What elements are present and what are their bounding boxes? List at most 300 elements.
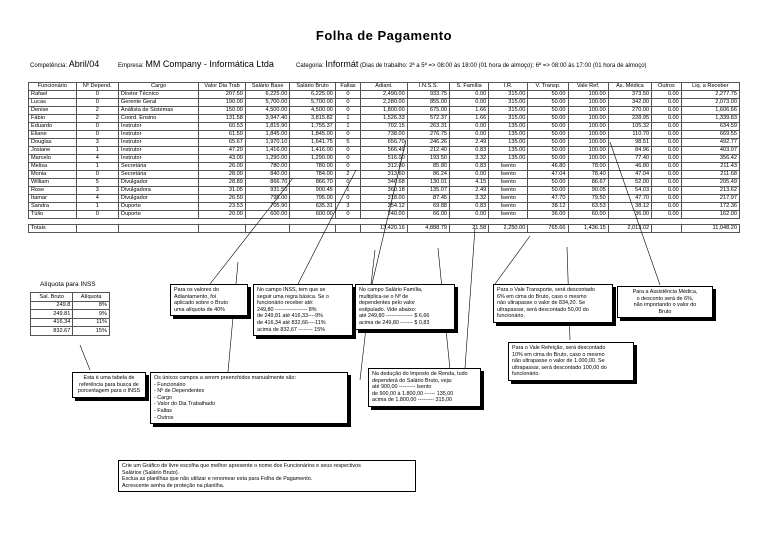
table-cell: 100.00 <box>568 123 608 131</box>
table-cell: 28.00 <box>199 171 246 179</box>
table-cell: Eduardo <box>29 123 77 131</box>
table-cell: Instrutor <box>118 139 198 147</box>
table-cell: Instrutor <box>118 147 198 155</box>
table-cell: 77.40 <box>608 155 651 163</box>
table-row <box>29 195 740 203</box>
table-row <box>29 187 740 195</box>
table-cell: 0 <box>335 163 360 171</box>
table-cell: 47.04 <box>528 171 568 179</box>
table-cell: 855.00 <box>407 99 449 107</box>
column-header: I.R. <box>489 83 528 91</box>
categoria-label: Categoria: <box>296 63 324 69</box>
table-cell: 1,339.83 <box>681 115 739 123</box>
column-header: Valor Dia Trab <box>199 83 246 91</box>
table-cell: 702.15 <box>361 123 408 131</box>
table-cell: 866.70 <box>245 179 289 187</box>
table-cell: 360.18 <box>361 187 408 195</box>
table-cell: 600.00 <box>290 211 335 219</box>
table-cell: 0.00 <box>652 171 682 179</box>
table-cell: 600.00 <box>245 211 289 219</box>
table-cell: Secretária <box>118 163 198 171</box>
note-vale-transporte: Para o Vale Transporte, será descontado 6% em cima do Bruto, caso o mesmo não ultrapasse o valor de 834,20. Se ultrapassar, será descontado 50,00 do funcionário. <box>493 284 613 323</box>
table-cell: 100.00 <box>568 91 608 99</box>
table-cell: 85.80 <box>407 163 449 171</box>
table-row <box>29 123 740 131</box>
column-header: S. Família <box>450 83 489 91</box>
table-cell: 313.60 <box>361 171 408 179</box>
table-cell: 6,225.00 <box>245 91 289 99</box>
table-cell: 105.32 <box>608 123 651 131</box>
aliquota-header: Sal. Bruto <box>31 293 73 302</box>
table-cell: Denise <box>29 107 77 115</box>
table-cell: 5,700.00 <box>245 99 289 107</box>
table-cell: 254.12 <box>361 203 408 211</box>
table-cell: 4.15 <box>450 179 489 187</box>
table-cell: 131.58 <box>199 115 246 123</box>
categoria-note: (Dias de trabalho: 2ª a 5ª => 08:00 às 18:00 (01 hora de almoço); 6ª => 08:00 às 17:00 (01 hora de almoço) <box>360 63 647 69</box>
table-cell: 1,755.37 <box>290 123 335 131</box>
table-cell: 43.00 <box>199 155 246 163</box>
table-cell: Isento <box>489 163 528 171</box>
table-cell: 3 <box>76 187 118 195</box>
column-header: Vale Ref. <box>568 83 608 91</box>
table-row <box>29 139 740 147</box>
table-cell: 0.00 <box>652 179 682 187</box>
table-cell: 270.00 <box>608 107 651 115</box>
table-cell: Diretor Técnico <box>118 91 198 99</box>
table-cell: 217.97 <box>681 195 739 203</box>
aliquota-cell: 9% <box>73 310 110 319</box>
table-cell: 5,700.00 <box>290 99 335 107</box>
aliquota-row <box>31 310 110 319</box>
table-cell: 26.50 <box>199 195 246 203</box>
table-cell: 150.00 <box>199 107 246 115</box>
table-cell: 4 <box>76 155 118 163</box>
table-cell: Isento <box>489 203 528 211</box>
table-cell: 50.00 <box>528 147 568 155</box>
table-cell: 3 <box>335 203 360 211</box>
table-cell: 86.67 <box>568 179 608 187</box>
table-cell: 705.90 <box>245 203 289 211</box>
payroll-table <box>28 82 740 233</box>
aliquota-cell: 15% <box>73 327 110 336</box>
table-cell: 54.03 <box>608 187 651 195</box>
table-cell: 0.83 <box>450 163 489 171</box>
table-cell: 0 <box>76 171 118 179</box>
table-cell: 47.04 <box>608 171 651 179</box>
table-cell: 1,970.10 <box>245 139 289 147</box>
categoria-value: Informát <box>325 59 359 69</box>
table-cell: Túlio <box>29 211 77 219</box>
table-cell: 516.00 <box>361 155 408 163</box>
table-cell: 2 <box>76 115 118 123</box>
table-row <box>29 179 740 187</box>
table-cell: 780.00 <box>245 163 289 171</box>
table-cell: 0.00 <box>450 211 489 219</box>
table-cell: 738.00 <box>361 131 408 139</box>
table-cell: 86.24 <box>407 171 449 179</box>
table-cell: 3 <box>76 139 118 147</box>
column-header: Funcionário <box>29 83 77 91</box>
table-cell: 65.67 <box>199 139 246 147</box>
competencia-field <box>30 59 99 69</box>
table-header-row <box>29 83 740 91</box>
table-cell: 656.70 <box>361 139 408 147</box>
table-cell: 373.50 <box>608 91 651 99</box>
table-cell: 356.42 <box>681 155 739 163</box>
table-cell: 52.00 <box>608 179 651 187</box>
totals-cell: 11,048.20 <box>681 225 739 233</box>
column-header: Nº Depend. <box>76 83 118 91</box>
table-cell: 3.32 <box>450 155 489 163</box>
aliquota-cell: 416.34 <box>31 318 73 327</box>
table-cell: 50.00 <box>528 187 568 195</box>
aliquota-header-row <box>31 293 110 302</box>
table-row <box>29 155 740 163</box>
aliquota-cell: 11% <box>73 318 110 327</box>
note-imposto-renda: Na dedução do Imposto de Renda, tudo dependerá do Salário Bruto, veja: até 900,00 --------- Isento de 900,00 à 1.800,00 ------ 135,00 acima de 1.800,00 --------- 315,00 <box>368 368 481 407</box>
table-cell: 2,073.00 <box>681 99 739 107</box>
table-cell: 5 <box>76 179 118 187</box>
aliquota-row <box>31 301 110 310</box>
table-cell: Rafael <box>29 91 77 99</box>
table-cell: 1,526.33 <box>361 115 408 123</box>
table-cell: 1,845.00 <box>245 131 289 139</box>
table-cell: 50.00 <box>528 131 568 139</box>
table-cell: 205.49 <box>681 179 739 187</box>
note-grafico-instrucoes: Crie um Gráfico de livre escolha que melhor apresente o nome dos Funcionários e seus respectivos Salários (Salário Bruto). Exclua as planilhas que não utilizar e renomear esta para Folha de Pagamento. Acrescente senha de proteção na planilha. <box>118 460 416 492</box>
table-cell: 4,500.00 <box>245 107 289 115</box>
table-cell: 135.00 <box>489 139 528 147</box>
table-cell: 78.00 <box>568 163 608 171</box>
table-cell: 2,490.00 <box>361 91 408 99</box>
totals-cell: 2,013.02 <box>608 225 651 233</box>
table-cell: 263.31 <box>407 123 449 131</box>
table-cell: 50.00 <box>528 115 568 123</box>
table-cell: 38.12 <box>528 203 568 211</box>
table-cell: 6,225.00 <box>290 91 335 99</box>
table-cell: 276.75 <box>407 131 449 139</box>
note-tabela-referencia: Esta é uma tabela de referência para busca de porcentagem para o INSS <box>72 372 146 398</box>
table-cell: 36.00 <box>608 211 651 219</box>
table-cell: 130.01 <box>407 179 449 187</box>
table-cell: 135.00 <box>489 147 528 155</box>
table-cell: Rose <box>29 187 77 195</box>
table-cell: 933.75 <box>407 91 449 99</box>
table-cell: 50.00 <box>528 139 568 147</box>
table-cell: 2.49 <box>450 187 489 195</box>
table-cell: 315.00 <box>489 115 528 123</box>
table-cell: 1 <box>76 203 118 211</box>
table-cell: 98.51 <box>608 139 651 147</box>
column-header: Salário Base <box>245 83 289 91</box>
table-cell: 211.43 <box>681 163 739 171</box>
table-cell: 0.00 <box>652 139 682 147</box>
aliquota-cell: 832.67 <box>31 327 73 336</box>
table-cell: 3,815.82 <box>290 115 335 123</box>
table-cell: 0.83 <box>450 203 489 211</box>
table-cell: 50.00 <box>528 179 568 187</box>
table-cell: 2 <box>335 171 360 179</box>
table-cell: 0 <box>335 211 360 219</box>
note-campos-manuais: Os únicos campos a serem preenchidos manualmente são: - Funcionário - Nº de Dependentes - Cargo - Valor do Dia Trabalhado - Faltas - Outros <box>150 372 348 424</box>
table-cell: 634.59 <box>681 123 739 131</box>
aliquota-title: Alíquota para INSS <box>40 281 96 288</box>
totals-cell <box>245 225 289 233</box>
competencia-value: Abril/04 <box>68 59 100 69</box>
table-cell: 61.50 <box>199 131 246 139</box>
column-header: V. Transp. <box>528 83 568 91</box>
column-header: Salário Bruto <box>290 83 335 91</box>
table-cell: 0.00 <box>652 131 682 139</box>
table-row <box>29 171 740 179</box>
table-cell: 60.53 <box>199 123 246 131</box>
table-cell: 784.00 <box>290 171 335 179</box>
table-cell: 1,800.00 <box>361 107 408 115</box>
table-cell: 0.00 <box>652 107 682 115</box>
table-cell: 0 <box>335 179 360 187</box>
table-cell: 0.00 <box>652 211 682 219</box>
table-cell: 1,290.00 <box>245 155 289 163</box>
table-cell: 1,641.75 <box>290 139 335 147</box>
table-cell: 0 <box>76 99 118 107</box>
table-cell: 2 <box>76 107 118 115</box>
table-row <box>29 131 740 139</box>
table-cell: 211.68 <box>681 171 739 179</box>
table-cell: 866.70 <box>290 179 335 187</box>
aliquota-table <box>30 292 110 336</box>
table-cell: 0.00 <box>450 99 489 107</box>
table-cell: 193.50 <box>407 155 449 163</box>
totals-cell: 4,888.79 <box>407 225 449 233</box>
table-cell: Coord. Ensino <box>118 115 198 123</box>
table-cell: 669.55 <box>681 131 739 139</box>
table-cell: 840.00 <box>245 171 289 179</box>
table-cell: 315.00 <box>489 99 528 107</box>
table-cell: Sandra <box>29 203 77 211</box>
table-cell: 0 <box>335 131 360 139</box>
table-cell: 0.00 <box>652 163 682 171</box>
table-cell: 0 <box>335 99 360 107</box>
table-cell: 0 <box>76 123 118 131</box>
table-cell: Josiane <box>29 147 77 155</box>
table-cell: Isento <box>489 179 528 187</box>
table-cell: 2.49 <box>450 139 489 147</box>
aliquota-cell: 8% <box>73 301 110 310</box>
totals-row <box>29 225 740 233</box>
aliquota-cell: 249.8 <box>31 301 73 310</box>
table-cell: 212.40 <box>407 147 449 155</box>
table-cell: 1 <box>76 163 118 171</box>
table-cell: 228.95 <box>608 115 651 123</box>
table-cell: 100.00 <box>568 131 608 139</box>
table-cell: 0.00 <box>450 131 489 139</box>
table-cell: 78.40 <box>568 171 608 179</box>
table-cell: 931.50 <box>245 187 289 195</box>
table-cell: 38.12 <box>608 203 651 211</box>
table-cell: 0.83 <box>450 147 489 155</box>
totals-cell <box>76 225 118 233</box>
table-cell: Divulgador <box>118 195 198 203</box>
table-cell: 50.00 <box>528 155 568 163</box>
table-cell: 60.00 <box>568 211 608 219</box>
table-cell: 100.00 <box>568 155 608 163</box>
table-cell: 312.00 <box>361 163 408 171</box>
table-cell: 315.00 <box>489 91 528 99</box>
table-cell: 28.89 <box>199 179 246 187</box>
table-cell: 2,280.00 <box>361 99 408 107</box>
table-row <box>29 99 740 107</box>
table-cell: 1,416.00 <box>245 147 289 155</box>
table-cell: Divulgadora <box>118 187 198 195</box>
table-cell: 162.00 <box>681 211 739 219</box>
table-cell: 0.00 <box>652 91 682 99</box>
table-cell: 0 <box>335 91 360 99</box>
table-cell: 5 <box>335 139 360 147</box>
table-row <box>29 107 740 115</box>
table-cell: 100.00 <box>568 147 608 155</box>
table-cell: 26.00 <box>199 163 246 171</box>
table-row <box>29 163 740 171</box>
table-cell: 675.00 <box>407 107 449 115</box>
table-cell: 318.00 <box>361 195 408 203</box>
table-cell: Isento <box>489 171 528 179</box>
table-cell: 135.00 <box>489 155 528 163</box>
table-cell: 3.32 <box>450 195 489 203</box>
table-cell: Duporte <box>118 203 198 211</box>
aliquota-header: Alíquota <box>73 293 110 302</box>
table-cell: 190.00 <box>199 99 246 107</box>
table-cell: 1 <box>335 115 360 123</box>
totals-cell <box>335 225 360 233</box>
table-cell: 36.00 <box>528 211 568 219</box>
table-cell: 0 <box>76 131 118 139</box>
table-cell: 0.00 <box>652 155 682 163</box>
totals-cell <box>290 225 335 233</box>
table-cell: 0 <box>76 211 118 219</box>
table-cell: 63.53 <box>568 203 608 211</box>
table-cell: 246.26 <box>407 139 449 147</box>
table-cell: 900.45 <box>290 187 335 195</box>
aliquota-cell: 249.81 <box>31 310 73 319</box>
table-cell: 79.50 <box>568 195 608 203</box>
totals-cell <box>118 225 198 233</box>
table-cell: 1,845.00 <box>290 131 335 139</box>
column-header: As. Médica <box>608 83 651 91</box>
table-cell: 47.70 <box>608 195 651 203</box>
table-cell: Gerente Geral <box>118 99 198 107</box>
table-cell: 46.80 <box>608 163 651 171</box>
table-cell: Douglas <box>29 139 77 147</box>
table-cell: 0 <box>335 155 360 163</box>
table-cell: 213.62 <box>681 187 739 195</box>
table-cell: 795.00 <box>290 195 335 203</box>
table-cell: 3,947.40 <box>245 115 289 123</box>
table-cell: 90.05 <box>568 187 608 195</box>
table-cell: 4 <box>76 195 118 203</box>
table-cell: 0.00 <box>652 195 682 203</box>
table-cell: 780.00 <box>290 163 335 171</box>
table-cell: 0.00 <box>652 203 682 211</box>
table-cell: William <box>29 179 77 187</box>
table-cell: 346.68 <box>361 179 408 187</box>
table-cell: Marcelo <box>29 155 77 163</box>
table-cell: 135.07 <box>407 187 449 195</box>
totals-cell: 21.58 <box>450 225 489 233</box>
totals-cell: Totais <box>29 225 77 233</box>
table-cell: 47.70 <box>528 195 568 203</box>
table-cell: Isento <box>489 187 528 195</box>
table-cell: 0.00 <box>652 123 682 131</box>
table-cell: 572.37 <box>407 115 449 123</box>
note-adiantamento: Para os valores do Adiantamento, foi aplicado sobre o Bruto uma alíquota de 40% <box>170 284 248 316</box>
table-cell: 50.00 <box>528 99 568 107</box>
table-cell: Divulgador <box>118 179 198 187</box>
table-cell: 1,606.66 <box>681 107 739 115</box>
table-cell: 1 <box>335 187 360 195</box>
table-cell: 4,500.00 <box>290 107 335 115</box>
table-cell: 240.00 <box>361 211 408 219</box>
table-cell: 1,416.00 <box>290 147 335 155</box>
table-cell: Duporte <box>118 211 198 219</box>
table-cell: 492.77 <box>681 139 739 147</box>
note-inss: No campo INSS, tem que se seguir uma regra básica. Se o funcionário receber até: 249,80 ------------------ 8% de 249,81 até 416,33----9% de 416,34 até 832,66----11% acima de 832,67 -------- 15% <box>253 284 353 336</box>
table-cell: Isento <box>489 195 528 203</box>
table-cell: 2,277.75 <box>681 91 739 99</box>
note-salario-familia: No campo Salário Família, multiplica-se o Nº de dependentes pelo valor estipulado. Vide abaixo: até 249,80 --------------- $ 6,66 acima de 249,80 ------- $ 0,83 <box>355 284 455 330</box>
totals-cell: 1,436.15 <box>568 225 608 233</box>
table-cell: 100.00 <box>568 115 608 123</box>
empresa-value: MM Company - Informática Ltda <box>145 59 274 69</box>
table-cell: 0.00 <box>450 91 489 99</box>
table-cell: 0.00 <box>450 171 489 179</box>
table-cell: 0 <box>335 195 360 203</box>
column-header: Liq. a Receber <box>681 83 739 91</box>
table-cell: 46.80 <box>528 163 568 171</box>
table-cell: 23.53 <box>199 203 246 211</box>
table-cell: Fábio <box>29 115 77 123</box>
table-cell: Lucas <box>29 99 77 107</box>
totals-cell: 765.66 <box>528 225 568 233</box>
totals-cell: 13,420.16 <box>361 225 408 233</box>
totals-cell <box>199 225 246 233</box>
column-header: Outros <box>652 83 682 91</box>
table-cell: 110.70 <box>608 131 651 139</box>
table-row <box>29 115 740 123</box>
table-cell: 1 <box>76 147 118 155</box>
table-cell: Monia <box>29 171 77 179</box>
totals-cell: 2,250.00 <box>489 225 528 233</box>
table-cell: 100.00 <box>568 107 608 115</box>
table-cell: 100.00 <box>568 99 608 107</box>
table-cell: 0.00 <box>652 187 682 195</box>
table-cell: 69.88 <box>407 203 449 211</box>
table-cell: Eliane <box>29 131 77 139</box>
table-cell: Secretária <box>118 171 198 179</box>
note-vale-refeicao: Para o Vale Refeição, será descontado 10% em cima do Bruto, caso o mesmo não ultrapasse o valor de 1.000,00. Se ultrapassar, será descontado 100,00 do funcionário. <box>508 342 634 381</box>
table-cell: 0.00 <box>652 115 682 123</box>
categoria-field <box>296 59 647 69</box>
column-header: Faltas <box>335 83 360 91</box>
table-cell: Análista de Sistemas <box>118 107 198 115</box>
table-cell: 172.36 <box>681 203 739 211</box>
table-cell: 1,815.90 <box>245 123 289 131</box>
table-cell: 87.45 <box>407 195 449 203</box>
table-cell: 50.00 <box>528 91 568 99</box>
empresa-label: Empresa: <box>118 63 144 69</box>
page-title: Folha de Pagamento <box>315 28 453 43</box>
table-cell: 1.66 <box>450 107 489 115</box>
